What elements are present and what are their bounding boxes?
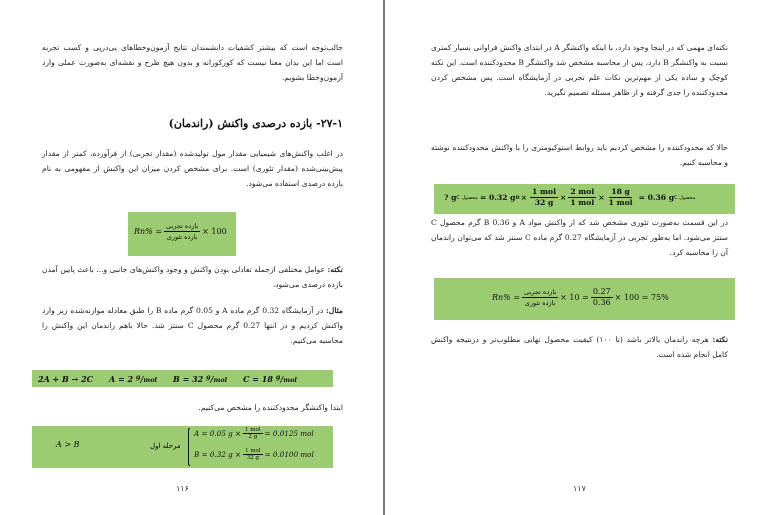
right-page (385, 0, 768, 515)
molar-mass-c: C = 18 $^g$/mol (243, 373, 297, 384)
conversion-fraction-b: $\frac{\text{1 mol}}{32 g}$ (245, 448, 261, 461)
example-text: در آزمایشگاه 0.32 گرم ماده A و 0.05 گرم ماده B را طبق معادله موازنه‌شده زیر وارد واکنش کردیم و در انتها 0.27 گرم محصول C سنتز شد. حالا باهم راندمان این واکنش را محاسبه می‌کنیم. (42, 306, 343, 345)
limiting-note-paragraph: نکته‌ای مهمی که در اینجا وجود دارد، با اینکه واکنشگر A در ابتدای واکنش فراوانی بسیار کمتری نسبت به واکنشگر B دارد، پس از محاسبه مشخص شد واکنشگر B محدودکننده است. این نکته کوچک و ساده یکی از مهم‌ترین نکات علم تجربی در آزمایشگاه است. پس مشخص کردن محدودکننده را جدی گرفته و از ظاهر مسئله تصمیم نگیرید. (430, 43, 728, 97)
quality-note-label: نکته: (712, 335, 728, 344)
step-brace (188, 428, 190, 466)
yield-value-fraction: $\frac{0.27}{0.36}$ (592, 287, 611, 307)
stoichiometry-formula: ? g C محصول = 0.32 g B × $\frac{\text{1 mol}}{32 g}$ × $\frac{\text{2 mol}}{\text{1 mol}}$ × $\frac{18 g}{\text{1 mol}}$ = 0.36 g C محصول (444, 187, 696, 207)
step-label: مرحله اول (150, 442, 181, 450)
rn-numerator: بازده تجربی (166, 222, 199, 230)
rn-result-fraction: $\frac{\text{بازده تجربی}}{\text{بازده تئوری}}$ (524, 288, 557, 307)
step-line-a: A = 0.05 g × $\frac{\text{1 mol}}{2 g}$ = 0.0125 mol (194, 427, 314, 440)
quality-note-paragraph (431, 332, 728, 362)
reaction-equation: 2A + B → 2C (38, 373, 94, 384)
rn-formula-box (128, 212, 236, 256)
example-paragraph (42, 303, 343, 348)
step-line-b: B = 0.32 g × $\frac{\text{1 mol}}{32 g}$ = 0.0100 mol (194, 448, 314, 461)
stoich-fraction-3: $\frac{18 g}{\text{1 mol}}$ (608, 187, 633, 207)
comparison-result: A > B (56, 440, 80, 449)
stoichiometry-paragraph: حالا که محدودکننده را مشخص کردیم باید روابط استوکیومتری را با واکنش محدودکننده نوشته و محاسبه کنیم. (431, 143, 728, 167)
left-page (0, 0, 383, 515)
stoich-fraction-1: $\frac{\text{1 mol}}{32 g}$ (532, 187, 556, 207)
rn-fraction (164, 221, 200, 242)
step-one-box (32, 426, 333, 468)
page-number-right: ۱۱۷ (573, 484, 586, 493)
rn-lhs: Rn% = (134, 227, 163, 236)
reaction-formula (38, 370, 297, 387)
note-text: عوامل مختلفی ازجمله تعادلی بودن واکنش و وجود واکنش‌های جانبی و... باعث پایین آمدن بازده درصدی می‌شود. (42, 265, 343, 289)
limiting-paragraph: ابتدا واکنشگر محدودکننده را مشخص می‌کنیم. (198, 403, 343, 412)
page-number-left: ۱۱۶ (176, 484, 189, 493)
rn-denominator: بازده تئوری (166, 233, 198, 241)
rn-result-formula: Rn% = $\frac{\text{بازده تجربی}}{\text{بازده تئوری}}$ × 10 = $\frac{0.27}{0.36}$ × 100 = 75% (492, 287, 669, 307)
intro-paragraph: جالب‌توجه است که بیشتر کشفیات دانشمندان نتایج آزمون‌وخطاهای پی‌درپی و کسب تجربه است اما این بدان معنا نیست که کورکورانه و بدون هیچ طرح و نقشه‌ای به‌صورت عملی وارد آزمون‌وخطا بشویم. (42, 43, 343, 82)
rn-rhs: × 100 (202, 227, 227, 236)
example-label: مثال: (326, 306, 343, 315)
yield-paragraph: در اغلب واکنش‌های شیمیایی مقدار مول تولیدشده (مقدار تجربی) از فرآورده، کمتر از مقدار پیش‌بینی‌شده (مقدار تئوری) است. برای مشخص کردن میزان این واکنش از مفهومی به نام بازده درصدی استفاده می‌شود. (42, 149, 343, 188)
theoretical-paragraph: در این قسمت به‌صورت تئوری مشخص شد که از واکنش مواد A و B 0.36 گرم محصول C سنتز می‌شود. اما به‌طور تجربی در آزمایشگاه 0.27 گرم ماده C سنتز شد که می‌توان راندمان آن را محاسبه کرد. (431, 218, 729, 257)
stoichiometry-box (434, 184, 735, 214)
note-label: نکته: (327, 265, 343, 274)
molar-mass-b: B = 32 $^g$/mol (173, 373, 228, 384)
stoich-fraction-2: $\frac{\text{2 mol}}{\text{1 mol}}$ (570, 187, 595, 207)
rn-result-box (434, 278, 735, 320)
note-paragraph (42, 262, 343, 292)
section-heading: ۲۷-۱- بازده درصدی واکنش (راندمان) (168, 117, 343, 130)
molar-mass-a: A = 2 $^g$/mol (109, 373, 158, 384)
conversion-fraction-a: $\frac{\text{1 mol}}{2 g}$ (244, 427, 261, 440)
quality-note-text: هرچه راندمان بالاتر باشد (تا ۱۰۰) کیفیت محصول نهایی مطلوب‌تر و درنتیجه واکنش کامل انجام شده است. (431, 335, 728, 359)
rn-formula (134, 221, 227, 242)
reaction-bar (32, 370, 333, 387)
